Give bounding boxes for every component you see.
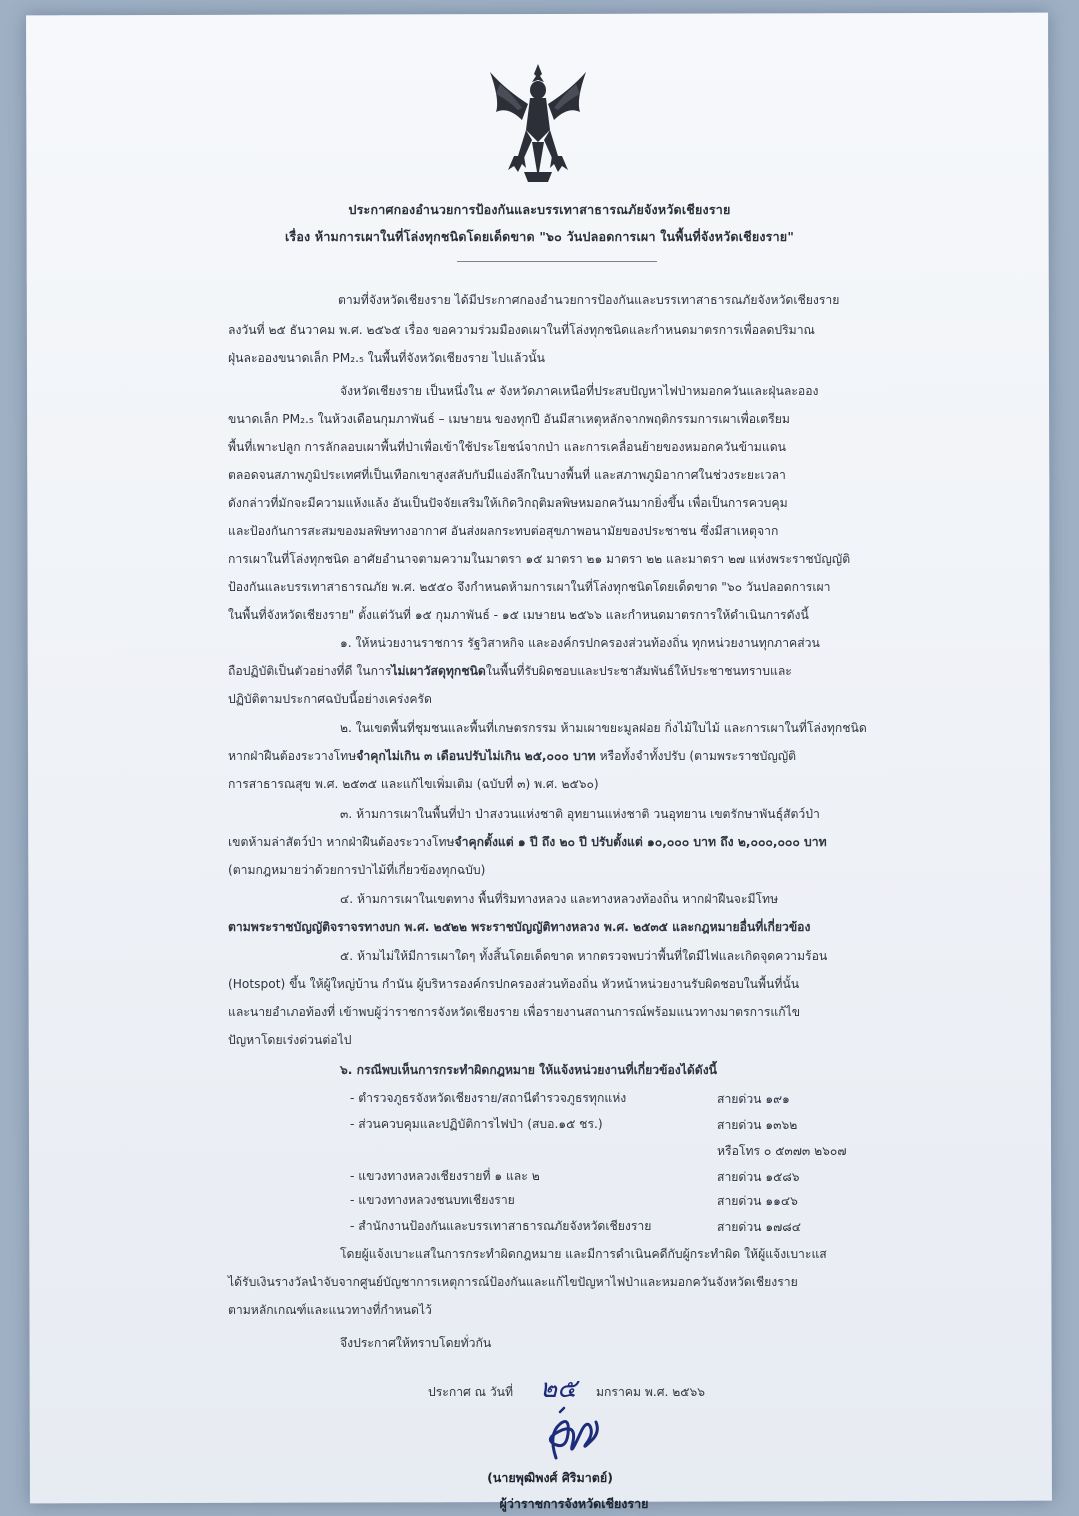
paragraph-line: จังหวัดเชียงราย เป็นหนึ่งใน ๙ จังหวัดภาคเหนือที่ประสบปัญหาไฟป่าหมอกควันและฝุ่นละออง	[340, 384, 819, 398]
garuda-emblem-icon	[478, 60, 598, 200]
paragraph-line: พื้นที่เพาะปลูก การลักลอบเผาพื้นที่ป่าเพื่อเข้าใช้ประโยชน์จากป่า และการเคลื่อนย้ายของหมอกควันข้ามแดน	[228, 440, 786, 454]
contact-name: - สำนักงานป้องกันและบรรเทาสาธารณภัยจังหวัดเชียงราย	[350, 1219, 652, 1233]
contact-phone: สายด่วน ๑๕๘๖	[717, 1170, 800, 1184]
paragraph-line: และป้องกันการสะสมของมลพิษทางอากาศ อันส่งผลกระทบต่อสุขภาพอนามัยของประชาชน ซึ่งมีสาเหตุจาก	[228, 524, 779, 538]
contact-name: - ส่วนควบคุมและปฏิบัติการไฟป่า (สบอ.๑๕ ชร.)	[350, 1117, 603, 1131]
contact-phone: สายด่วน ๑๙๑	[717, 1092, 790, 1106]
paragraph-line: ดังกล่าวที่มักจะมีความแห้งแล้ง อันเป็นปัจจัยเสริมให้เกิดวิกฤติมลพิษหมอกควันมากยิ่งขึ้น เพื่อเป็นการควบคุม	[228, 496, 788, 510]
item-4-line: ตามพระราชบัญญัติจราจรทางบก พ.ศ. ๒๕๒๒ พระราชบัญญัติทางหลวง พ.ศ. ๒๕๓๕ และกฎหมายอื่นที่เกี่ยวข้อง	[228, 920, 811, 934]
item-6-heading: ๖. กรณีพบเห็นการกระทำผิดกฎหมาย ให้แจ้งหน่วยงานที่เกี่ยวข้องได้ดังนี้	[340, 1063, 717, 1077]
item-3-line: ๓. ห้ามการเผาในพื้นที่ป่า ป่าสงวนแห่งชาติ อุทยานแห่งชาติ วนอุทยาน เขตรักษาพันธุ์สัตว์ป่า	[340, 807, 820, 821]
item-3-line: (ตามกฎหมายว่าด้วยการป่าไม้ที่เกี่ยวข้องทุกฉบับ)	[228, 863, 486, 877]
contact-name: - ตำรวจภูธรจังหวัดเชียงราย/สถานีตำรวจภูธรทุกแห่ง	[350, 1091, 627, 1105]
signatory-name: (นายพุฒิพงศ์ ศิริมาตย์)	[487, 1470, 613, 1485]
date-prefix: ประกาศ ณ วันที่	[428, 1385, 514, 1399]
contact-phone: สายด่วน ๑๓๖๒	[717, 1118, 798, 1132]
item-4-line: ๔. ห้ามการเผาในเขตทาง พื้นที่ริมทางหลวง และทางหลวงท้องถิ่น หากฝ่าฝืนจะมีโทษ	[340, 892, 779, 906]
paragraph-line: ป้องกันและบรรเทาสาธารณภัย พ.ศ. ๒๕๕๐ จึงกำหนดห้ามการเผาในที่โล่งทุกชนิดโดยเด็ดขาด "๖๐ วันปลอดการเผา	[228, 580, 831, 594]
paragraph-line: การเผาในที่โล่งทุกชนิด อาศัยอำนาจตามความในมาตรา ๑๕ มาตรา ๒๑ มาตรา ๒๒ และมาตรา ๒๗ แห่งพระราชบัญญัติ	[228, 552, 851, 566]
contact-phone: สายด่วน ๑๑๔๖	[717, 1194, 798, 1208]
contact-name: - แขวงทางหลวงเชียงรายที่ ๑ และ ๒	[350, 1169, 540, 1183]
item-5-line: และนายอำเภอท้องที่ เข้าพบผู้ว่าราชการจังหวัดเชียงราย เพื่อรายงานสถานการณ์พร้อมแนวทางมาตรการแก้ไข	[228, 1005, 801, 1019]
item-1-line: ๑. ให้หน่วยงานราชการ รัฐวิสาหกิจ และองค์กรปกครองส่วนท้องถิ่น ทุกหน่วยงานทุกภาคส่วน	[340, 636, 820, 650]
contact-name: - แขวงทางหลวงชนบทเชียงราย	[350, 1193, 515, 1207]
header-line-1: ประกาศกองอำนวยการป้องกันและบรรเทาสาธารณภัยจังหวัดเชียงราย	[348, 202, 731, 217]
header-line-2: เรื่อง ห้ามการเผาในที่โล่งทุกชนิดโดยเด็ดขาด "๖๐ วันปลอดการเผา ในพื้นที่จังหวัดเชียงราย"	[284, 229, 795, 244]
item-1-line: ถือปฏิบัติเป็นตัวอย่างที่ดี ในการไม่เผาวัสดุทุกชนิดในพื้นที่รับผิดชอบและประชาสัมพันธ์ให้ประชาชนทราบและ	[228, 664, 792, 678]
contact-phone: หรือโทร ๐ ๕๓๗๓ ๒๖๐๗	[717, 1144, 847, 1158]
item-2-line: การสาธารณสุข พ.ศ. ๒๕๓๕ และแก้ไขเพิ่มเติม (ฉบับที่ ๓) พ.ศ. ๒๕๖๐)	[228, 777, 599, 791]
item-1-emphasis: ไม่เผาวัสดุทุกชนิด	[391, 664, 486, 678]
item-5-line: (Hotspot) ขึ้น ให้ผู้ใหญ่บ้าน กำนัน ผู้บริหารองค์กรปกครองส่วนท้องถิ่น หัวหน้าหน่วยงานรับผิดชอบในพื้นที่นั้น	[228, 977, 800, 991]
paragraph-line: ขนาดเล็ก PM₂.₅ ในห้วงเดือนกุมภาพันธ์ – เมษายน ของทุกปี อันมีสาเหตุหลักจากพฤติกรรมการเผาเพื่อเตรียม	[228, 412, 790, 426]
reward-line: ตามหลักเกณฑ์และแนวทางที่กำหนดไว้	[228, 1303, 432, 1317]
intro-line: ฝุ่นละอองขนาดเล็ก PM₂.₅ ในพื้นที่จังหวัดเชียงราย ไปแล้วนั้น	[228, 351, 545, 365]
header-divider	[457, 261, 657, 262]
intro-line: ตามที่จังหวัดเชียงราย ได้มีประกาศกองอำนวยการป้องกันและบรรเทาสาธารณภัยจังหวัดเชียงราย	[338, 293, 840, 307]
reward-line: ได้รับเงินรางวัลนำจับจากศูนย์บัญชาการเหตุการณ์ป้องกันและแก้ไขปัญหาไฟป่าและหมอกควันจังหวัดเชียงราย	[228, 1275, 798, 1289]
paragraph-line: ในพื้นที่จังหวัดเชียงราย" ตั้งแต่วันที่ ๑๕ กุมภาพันธ์ - ๑๕ เมษายน ๒๕๖๖ และกำหนดมาตรการให้ดำเนินการดังนี้	[228, 608, 809, 622]
signature-icon	[530, 1404, 614, 1468]
item-1-line: ปฏิบัติตามประกาศฉบับนี้อย่างเคร่งครัด	[228, 692, 432, 706]
item-3-penalty: จำคุกตั้งแต่ ๑ ปี ถึง ๒๐ ปี ปรับตั้งแต่ ๑๐,๐๐๐ บาท ถึง ๒,๐๐๐,๐๐๐ บาท	[454, 835, 827, 849]
item-2-penalty: จำคุกไม่เกิน ๓ เดือนปรับไม่เกิน ๒๕,๐๐๐ บาท	[356, 749, 596, 763]
item-3-line: เขตห้ามล่าสัตว์ป่า หากฝ่าฝืนต้องระวางโทษจำคุกตั้งแต่ ๑ ปี ถึง ๒๐ ปี ปรับตั้งแต่ ๑๐,๐๐๐ บาท ถึง ๒,๐๐๐,๐๐๐ บาท	[228, 835, 827, 849]
item-5-line: ปัญหาโดยเร่งด่วนต่อไป	[228, 1033, 352, 1047]
date-day-handwritten: ๒๕	[540, 1374, 577, 1404]
intro-line: ลงวันที่ ๒๕ ธันวาคม พ.ศ. ๒๕๖๕ เรื่อง ขอความร่วมมืองดเผาในที่โล่งทุกชนิดและกำหนดมาตรการเพื่อลดปริมาณ	[228, 323, 815, 337]
closing-statement: จึงประกาศให้ทราบโดยทั่วกัน	[340, 1336, 492, 1350]
signatory-title-1: ผู้ว่าราชการจังหวัดเชียงราย	[499, 1496, 649, 1511]
item-2-line: หากฝ่าฝืนต้องระวางโทษจำคุกไม่เกิน ๓ เดือนปรับไม่เกิน ๒๕,๐๐๐ บาท หรือทั้งจำทั้งปรับ (ตามพระราชบัญญัติ	[228, 749, 797, 763]
reward-line: โดยผู้แจ้งเบาะแสในการกระทำผิดกฎหมาย และมีการดำเนินคดีกับผู้กระทำผิด ให้ผู้แจ้งเบาะแส	[340, 1247, 827, 1261]
date-suffix: มกราคม พ.ศ. ๒๕๖๖	[596, 1385, 705, 1399]
item-2-line: ๒. ในเขตพื้นที่ชุมชนและพื้นที่เกษตรกรรม ห้ามเผาขยะมูลฝอย กิ่งไม้ใบไม้ และการเผาในที่โล่งทุกชนิด	[340, 721, 867, 735]
item-5-line: ๕. ห้ามไม่ให้มีการเผาใดๆ ทั้งสิ้นโดยเด็ดขาด หากตรวจพบว่าพื้นที่ใดมีไฟและเกิดจุดความร้อน	[340, 949, 828, 963]
paragraph-line: ตลอดจนสภาพภูมิประเทศที่เป็นเทือกเขาสูงสลับกับมีแอ่งลึกในบางพื้นที่ และสภาพภูมิอากาศในช่วงระยะเวลา	[228, 468, 786, 482]
contact-phone: สายด่วน ๑๗๘๔	[717, 1220, 801, 1234]
